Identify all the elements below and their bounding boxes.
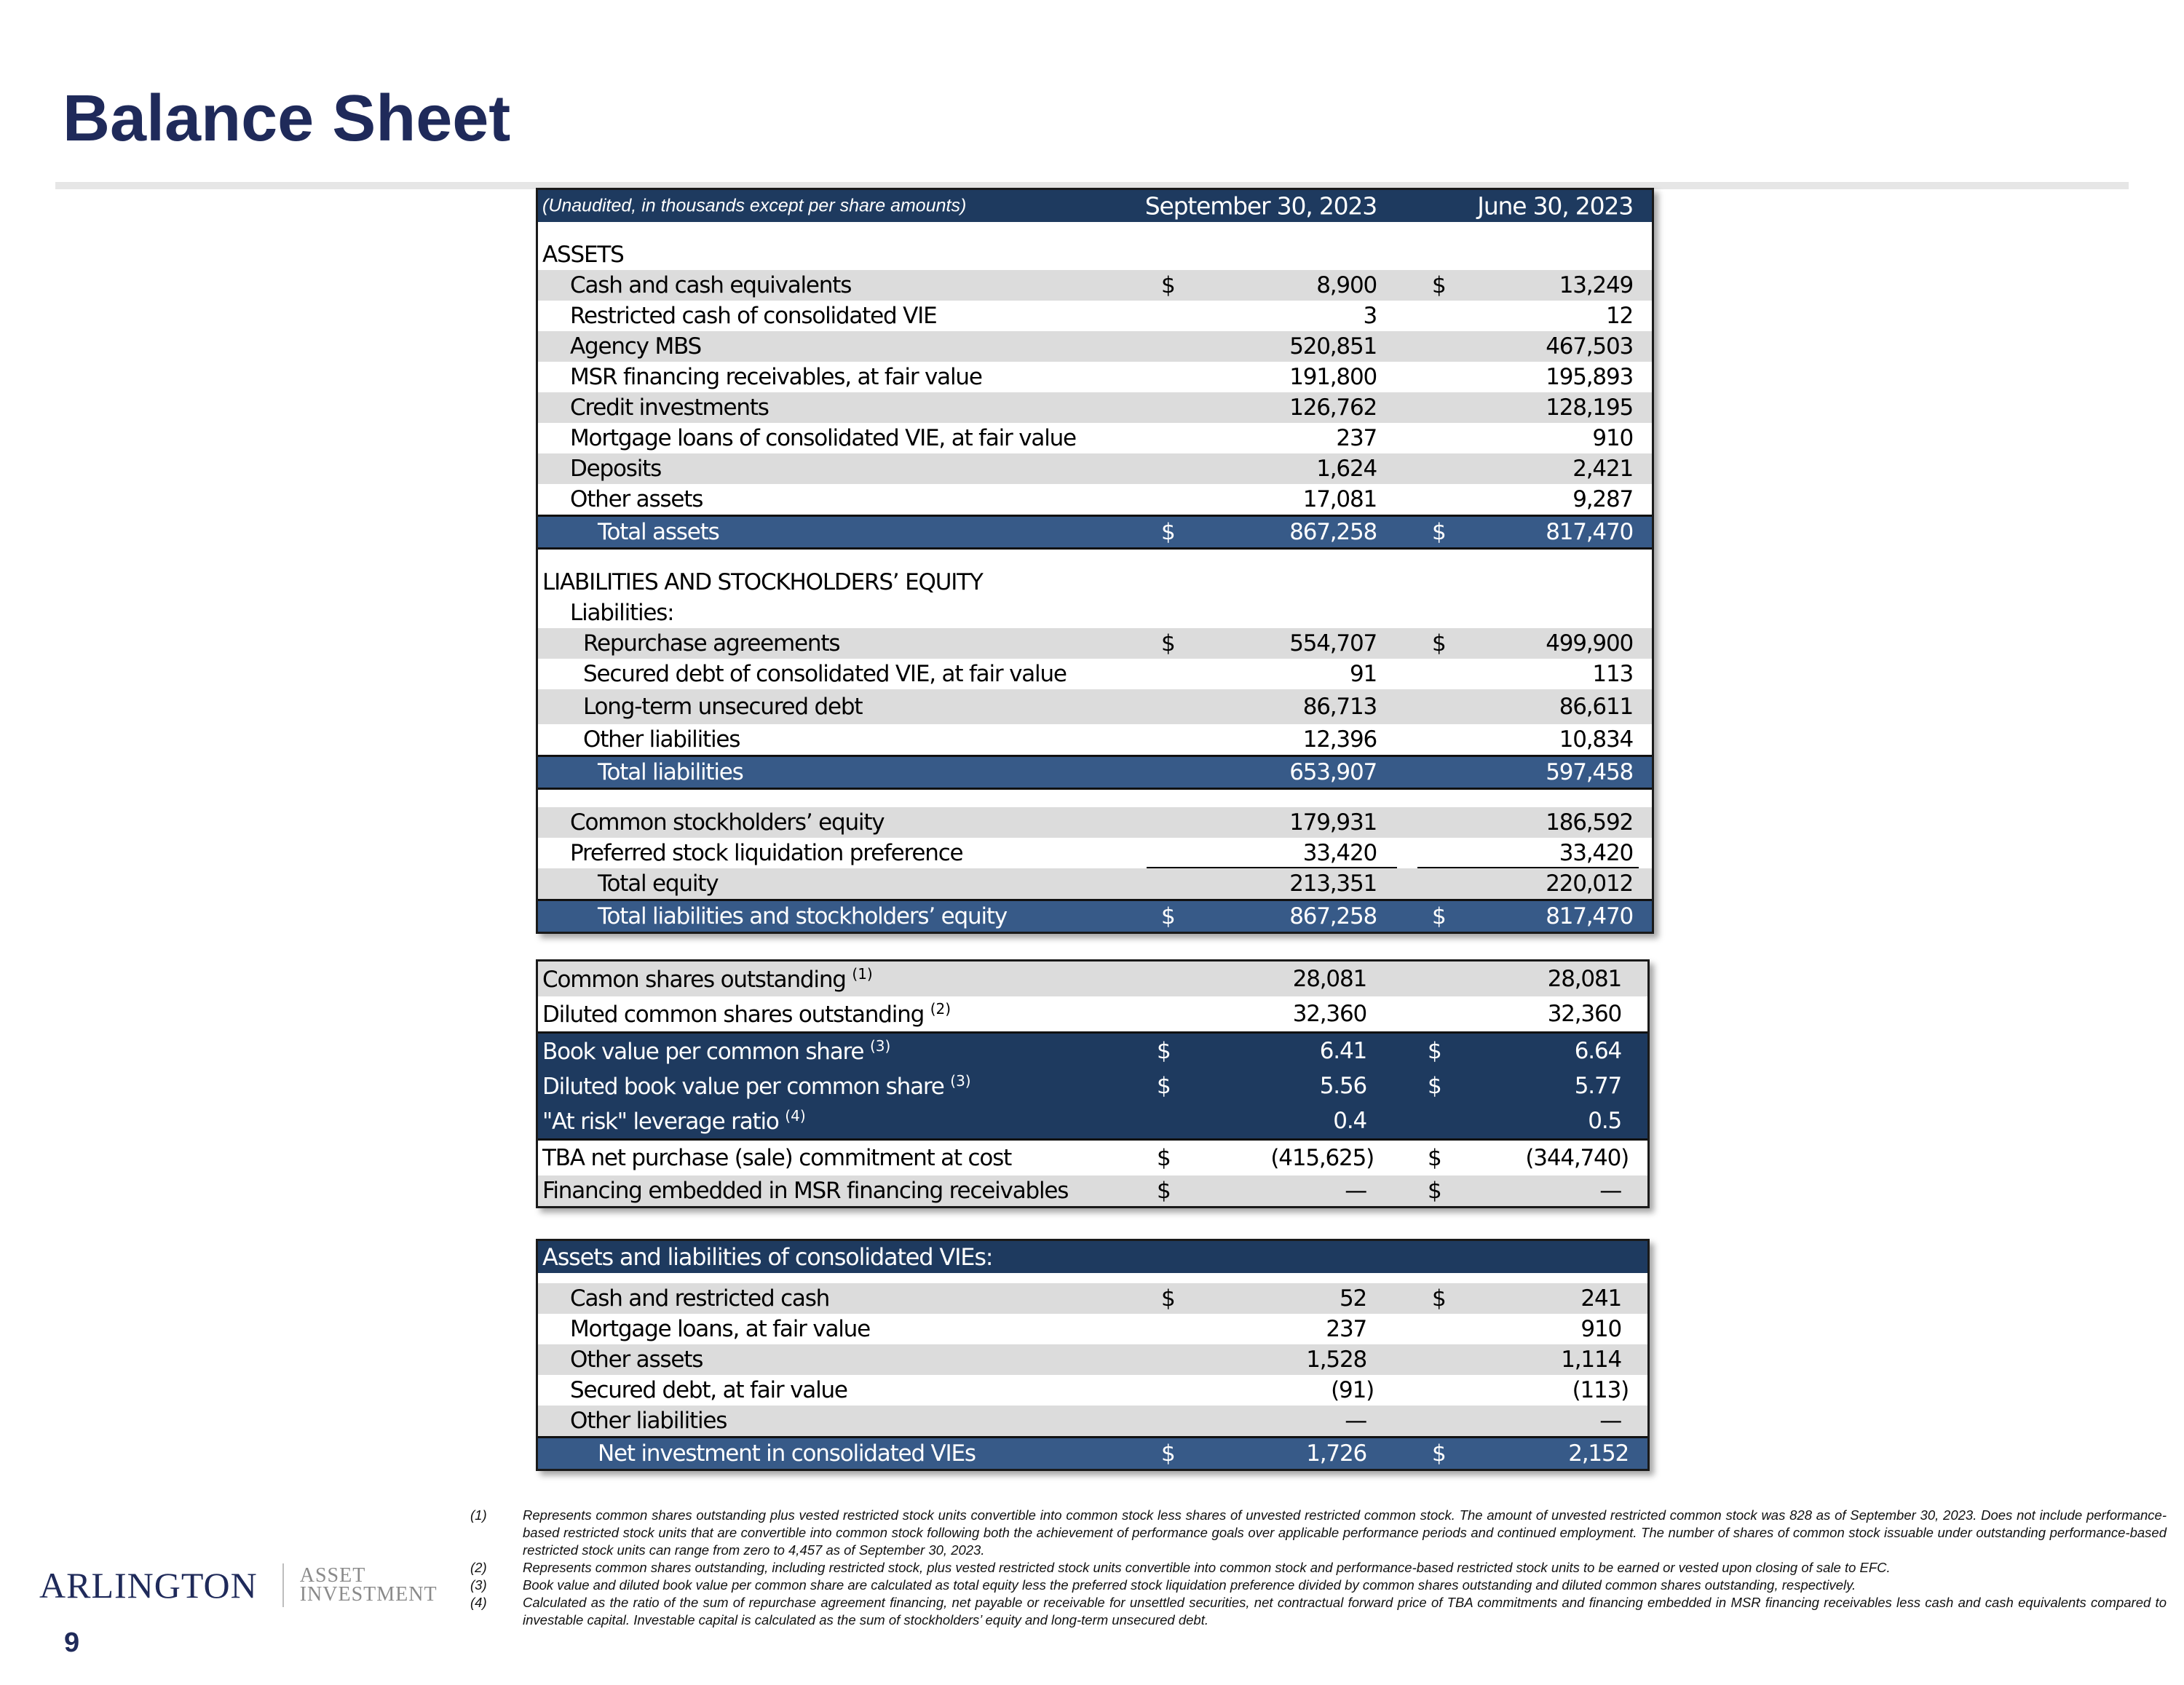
row-label: Mortgage loans of consolidated VIE, at fair value xyxy=(570,425,1076,451)
liabilities-heading: LIABILITIES AND STOCKHOLDERS’ EQUITY xyxy=(542,569,983,595)
currency-symbol: $ xyxy=(1428,1145,1441,1171)
currency-symbol: $ xyxy=(1432,903,1446,929)
row-label: TBA net purchase (sale) commitment at cost xyxy=(542,1145,1012,1171)
row-label: Other liabilities xyxy=(570,1408,727,1434)
value-jun-2023: 12 xyxy=(1605,303,1633,329)
row-label: Total liabilities xyxy=(598,759,743,785)
value-sep-2023: 554,707 xyxy=(1289,630,1377,657)
value-jun-2023: 2,152 xyxy=(1568,1440,1629,1467)
column-header-sep-2023: September 30, 2023 xyxy=(1144,191,1377,221)
column-header-jun-2023: June 30, 2023 xyxy=(1477,191,1633,221)
table-row xyxy=(538,1069,1647,1103)
table-row xyxy=(538,1031,1647,1069)
row-label: Cash and cash equivalents xyxy=(570,272,852,298)
value-sep-2023: 653,907 xyxy=(1289,759,1377,785)
value-jun-2023: 86,611 xyxy=(1559,694,1633,720)
row-label: Common stockholders’ equity xyxy=(570,809,885,836)
total-liabilities-row xyxy=(538,755,1652,790)
net-investment-row xyxy=(538,1436,1647,1469)
table-row xyxy=(538,659,1652,689)
table-row xyxy=(538,868,1652,899)
row-label: Agency MBS xyxy=(570,333,701,360)
table-row xyxy=(538,301,1652,331)
value-sep-2023: 867,258 xyxy=(1289,903,1377,929)
table-row xyxy=(538,1283,1647,1314)
footnote-ref: (4) xyxy=(785,1106,806,1125)
table-row xyxy=(538,838,1652,868)
value-sep-2023: 8,900 xyxy=(1316,272,1377,298)
total-liabilities-equity-row xyxy=(538,899,1652,932)
value-jun-2023: 9,287 xyxy=(1572,486,1633,512)
footnote-number: (3) xyxy=(470,1577,487,1593)
value-jun-2023: 910 xyxy=(1592,425,1633,451)
value-jun-2023: 597,458 xyxy=(1546,759,1633,785)
assets-heading-row xyxy=(538,239,1652,270)
value-sep-2023: 6.41 xyxy=(1319,1038,1366,1064)
value-jun-2023: 241 xyxy=(1580,1285,1621,1312)
row-label: Other liabilities xyxy=(583,726,740,753)
value-sep-2023: 17,081 xyxy=(1302,486,1377,512)
value-jun-2023: 10,834 xyxy=(1559,726,1633,753)
value-sep-2023: 237 xyxy=(1326,1316,1366,1342)
page-title: Balance Sheet xyxy=(63,82,511,155)
table-row xyxy=(538,807,1652,838)
value-sep-2023: 12,396 xyxy=(1302,726,1377,753)
currency-symbol: $ xyxy=(1428,1178,1441,1204)
value-jun-2023: — xyxy=(1599,1178,1621,1204)
value-sep-2023: 520,851 xyxy=(1289,333,1377,360)
row-label: Net investment in consolidated VIEs xyxy=(598,1440,976,1467)
row-label: Restricted cash of consolidated VIE xyxy=(570,303,937,329)
assets-heading: ASSETS xyxy=(542,242,624,268)
table-row xyxy=(538,1314,1647,1344)
currency-symbol: $ xyxy=(1161,903,1175,929)
row-label: Total assets xyxy=(598,519,719,545)
currency-symbol: $ xyxy=(1432,519,1446,545)
table-row xyxy=(538,628,1652,659)
table-row xyxy=(538,1406,1647,1436)
footnote-text: Represents common shares outstanding plus vested restricted stock units convertible into common stock less shares of unvested restricted common stock. The amount of unvested restricted common stock was 828 as of September 30, 2023. Does not include performance-based restricted stock units that are convertible into common stock following both the achievement of performance goals over applicable performance periods and continued employment. The number of shares of common stock issuable under outstanding performance-based restricted stock units can range from zero to 4,457 as of September 30, 2023. xyxy=(523,1507,2167,1558)
footnote-text: Represents common shares outstanding, including restricted stock, plus vested restricted stock units convertible into common stock and performance-based restricted stock units to be earned or vested upon closing of sale to EFC. xyxy=(523,1560,1891,1575)
value-jun-2023: 6.64 xyxy=(1574,1038,1621,1064)
row-label: Long-term unsecured debt xyxy=(583,694,863,720)
row-label: "At risk" leverage ratio $^{(4)}$ xyxy=(542,1106,806,1135)
value-jun-2023: 1,114 xyxy=(1561,1347,1621,1373)
footnote-ref: (3) xyxy=(869,1036,891,1055)
value-sep-2023: 237 xyxy=(1336,425,1377,451)
currency-symbol: $ xyxy=(1157,1145,1171,1171)
value-sep-2023: 33,420 xyxy=(1302,840,1377,866)
value-sep-2023: 867,258 xyxy=(1289,519,1377,545)
row-label: Other assets xyxy=(570,486,703,512)
row-label: Total liabilities and stockholders’ equity xyxy=(598,903,1007,929)
value-sep-2023: 52 xyxy=(1339,1285,1366,1312)
row-label: Preferred stock liquidation preference xyxy=(570,840,963,866)
currency-symbol: $ xyxy=(1432,272,1446,298)
value-sep-2023: 191,800 xyxy=(1289,364,1377,390)
table-row xyxy=(538,392,1652,423)
table-row xyxy=(538,1103,1647,1138)
currency-symbol: $ xyxy=(1157,1038,1171,1064)
value-jun-2023: 32,360 xyxy=(1547,1001,1621,1027)
value-sep-2023: 1,528 xyxy=(1306,1347,1366,1373)
value-sep-2023: 213,351 xyxy=(1289,871,1377,897)
value-sep-2023: (91) xyxy=(1331,1377,1374,1403)
logo-divider xyxy=(282,1563,284,1607)
row-label: Financing embedded in MSR financing receivables xyxy=(542,1178,1069,1204)
row-label: MSR financing receivables, at fair value xyxy=(570,364,982,390)
currency-symbol: $ xyxy=(1161,272,1175,298)
currency-symbol: $ xyxy=(1432,1440,1446,1467)
value-jun-2023: 33,420 xyxy=(1559,840,1633,866)
value-sep-2023: 28,081 xyxy=(1292,966,1366,992)
table-row xyxy=(538,423,1652,453)
footnote-number: (1) xyxy=(470,1507,487,1523)
value-jun-2023: 499,900 xyxy=(1546,630,1633,657)
value-sep-2023: 1,624 xyxy=(1316,456,1377,482)
logo-subtitle: ASSET INVESTMENT xyxy=(299,1564,438,1606)
currency-symbol: $ xyxy=(1161,1440,1175,1467)
currency-symbol: $ xyxy=(1161,519,1175,545)
footnote-ref: (1) xyxy=(852,964,873,983)
table-row xyxy=(538,331,1652,362)
footnotes xyxy=(470,1507,2167,1629)
shares-table xyxy=(536,959,1650,1208)
footnote xyxy=(470,1507,2167,1559)
value-jun-2023: 13,249 xyxy=(1559,272,1633,298)
total-assets-row xyxy=(538,515,1652,550)
liabilities-heading-row xyxy=(538,567,1652,598)
value-jun-2023: 195,893 xyxy=(1546,364,1633,390)
table-row xyxy=(538,453,1652,484)
row-label: Other assets xyxy=(570,1347,703,1373)
currency-symbol: $ xyxy=(1432,630,1446,657)
logo-brand: ARLINGTON xyxy=(39,1565,258,1606)
value-sep-2023: 0.4 xyxy=(1333,1108,1366,1134)
currency-symbol: $ xyxy=(1428,1073,1441,1099)
row-label: Credit investments xyxy=(570,395,769,421)
value-jun-2023: 0.5 xyxy=(1588,1108,1621,1134)
table-row xyxy=(538,1138,1647,1175)
footnote-text: Calculated as the ratio of the sum of repurchase agreement financing, net payable or receivable for unsettled securities, net contractual forward price of TBA commitments and financing embedded in MSR financing receivables less cash and cash equivalents compared to investable capital. Investable capital is calculated as the sum of stockholders’ equity and long-term unsecured debt. xyxy=(523,1595,2167,1627)
value-jun-2023: 128,195 xyxy=(1546,395,1633,421)
footnote xyxy=(470,1577,2167,1594)
company-logo xyxy=(39,1563,438,1607)
footnote xyxy=(470,1594,2167,1629)
value-jun-2023: 910 xyxy=(1580,1316,1621,1342)
value-sep-2023: 5.56 xyxy=(1319,1073,1366,1099)
value-jun-2023: (344,740) xyxy=(1525,1145,1629,1171)
table-row xyxy=(538,1344,1647,1375)
table-row xyxy=(538,724,1652,755)
value-jun-2023: 186,592 xyxy=(1546,809,1633,836)
table-row xyxy=(538,1175,1647,1206)
table-row xyxy=(538,689,1652,724)
footnote-ref: (2) xyxy=(930,999,951,1018)
currency-symbol: $ xyxy=(1161,630,1175,657)
table-row xyxy=(538,270,1652,301)
footnote-number: (4) xyxy=(470,1595,487,1610)
row-label: Secured debt of consolidated VIE, at fair value xyxy=(583,661,1067,687)
row-label: Common shares outstanding $^{(1)}$ xyxy=(542,964,873,994)
value-jun-2023: 28,081 xyxy=(1547,966,1621,992)
value-jun-2023: 113 xyxy=(1592,661,1633,687)
currency-symbol: $ xyxy=(1428,1038,1441,1064)
vies-heading: Assets and liabilities of consolidated VIEs: xyxy=(542,1243,993,1271)
table-row xyxy=(538,362,1652,392)
vies-heading-row xyxy=(538,1241,1647,1273)
table-row xyxy=(538,484,1652,515)
row-label: Diluted common shares outstanding $^{(2)}$ xyxy=(542,999,951,1028)
liabilities-subheading-row xyxy=(538,598,1652,628)
row-label: Repurchase agreements xyxy=(583,630,840,657)
value-sep-2023: 91 xyxy=(1349,661,1377,687)
value-sep-2023: 3 xyxy=(1363,303,1377,329)
value-sep-2023: — xyxy=(1345,1408,1366,1434)
value-sep-2023: 86,713 xyxy=(1302,694,1377,720)
footnote-text: Book value and diluted book value per common share are calculated as total equity less the preferred stock liquidation preference divided by common shares outstanding and diluted common shares outstanding, respectively. xyxy=(523,1577,1856,1593)
row-label: Secured debt, at fair value xyxy=(570,1377,847,1403)
value-jun-2023: 467,503 xyxy=(1546,333,1633,360)
balance-sheet-table xyxy=(536,188,1654,934)
row-label: Mortgage loans, at fair value xyxy=(570,1316,870,1342)
page-number: 9 xyxy=(64,1627,80,1658)
value-sep-2023: — xyxy=(1345,1178,1366,1204)
row-label: Book value per common share $^{(3)}$ xyxy=(542,1036,891,1066)
table-row xyxy=(538,996,1647,1031)
currency-symbol: $ xyxy=(1161,1285,1175,1312)
row-label: Cash and restricted cash xyxy=(570,1285,830,1312)
row-label: Deposits xyxy=(570,456,662,482)
currency-symbol: $ xyxy=(1157,1073,1171,1099)
value-jun-2023: 817,470 xyxy=(1546,903,1633,929)
value-sep-2023: 126,762 xyxy=(1289,395,1377,421)
consolidated-vies-table xyxy=(536,1239,1650,1471)
value-jun-2023: 220,012 xyxy=(1546,871,1633,897)
value-sep-2023: 179,931 xyxy=(1289,809,1377,836)
footnote-ref: (3) xyxy=(950,1071,971,1090)
value-sep-2023: 32,360 xyxy=(1292,1001,1366,1027)
value-sep-2023: 1,726 xyxy=(1306,1440,1366,1467)
table-header-note: (Unaudited, in thousands except per share amounts) xyxy=(542,195,967,216)
value-jun-2023: 817,470 xyxy=(1546,519,1633,545)
value-jun-2023: — xyxy=(1599,1408,1621,1434)
currency-symbol: $ xyxy=(1432,1285,1446,1312)
table-header-row xyxy=(538,190,1652,222)
table-row xyxy=(538,1375,1647,1406)
value-jun-2023: (113) xyxy=(1572,1377,1629,1403)
table-row xyxy=(538,962,1647,996)
value-jun-2023: 2,421 xyxy=(1572,456,1633,482)
row-label: Diluted book value per common share $^{(3)}$ xyxy=(542,1071,971,1101)
value-sep-2023: (415,625) xyxy=(1270,1145,1374,1171)
value-jun-2023: 5.77 xyxy=(1574,1073,1621,1099)
footnote xyxy=(470,1559,2167,1577)
row-label: Total equity xyxy=(598,871,719,897)
liabilities-subheading: Liabilities: xyxy=(570,600,674,626)
footnote-number: (2) xyxy=(470,1560,487,1575)
currency-symbol: $ xyxy=(1157,1178,1171,1204)
